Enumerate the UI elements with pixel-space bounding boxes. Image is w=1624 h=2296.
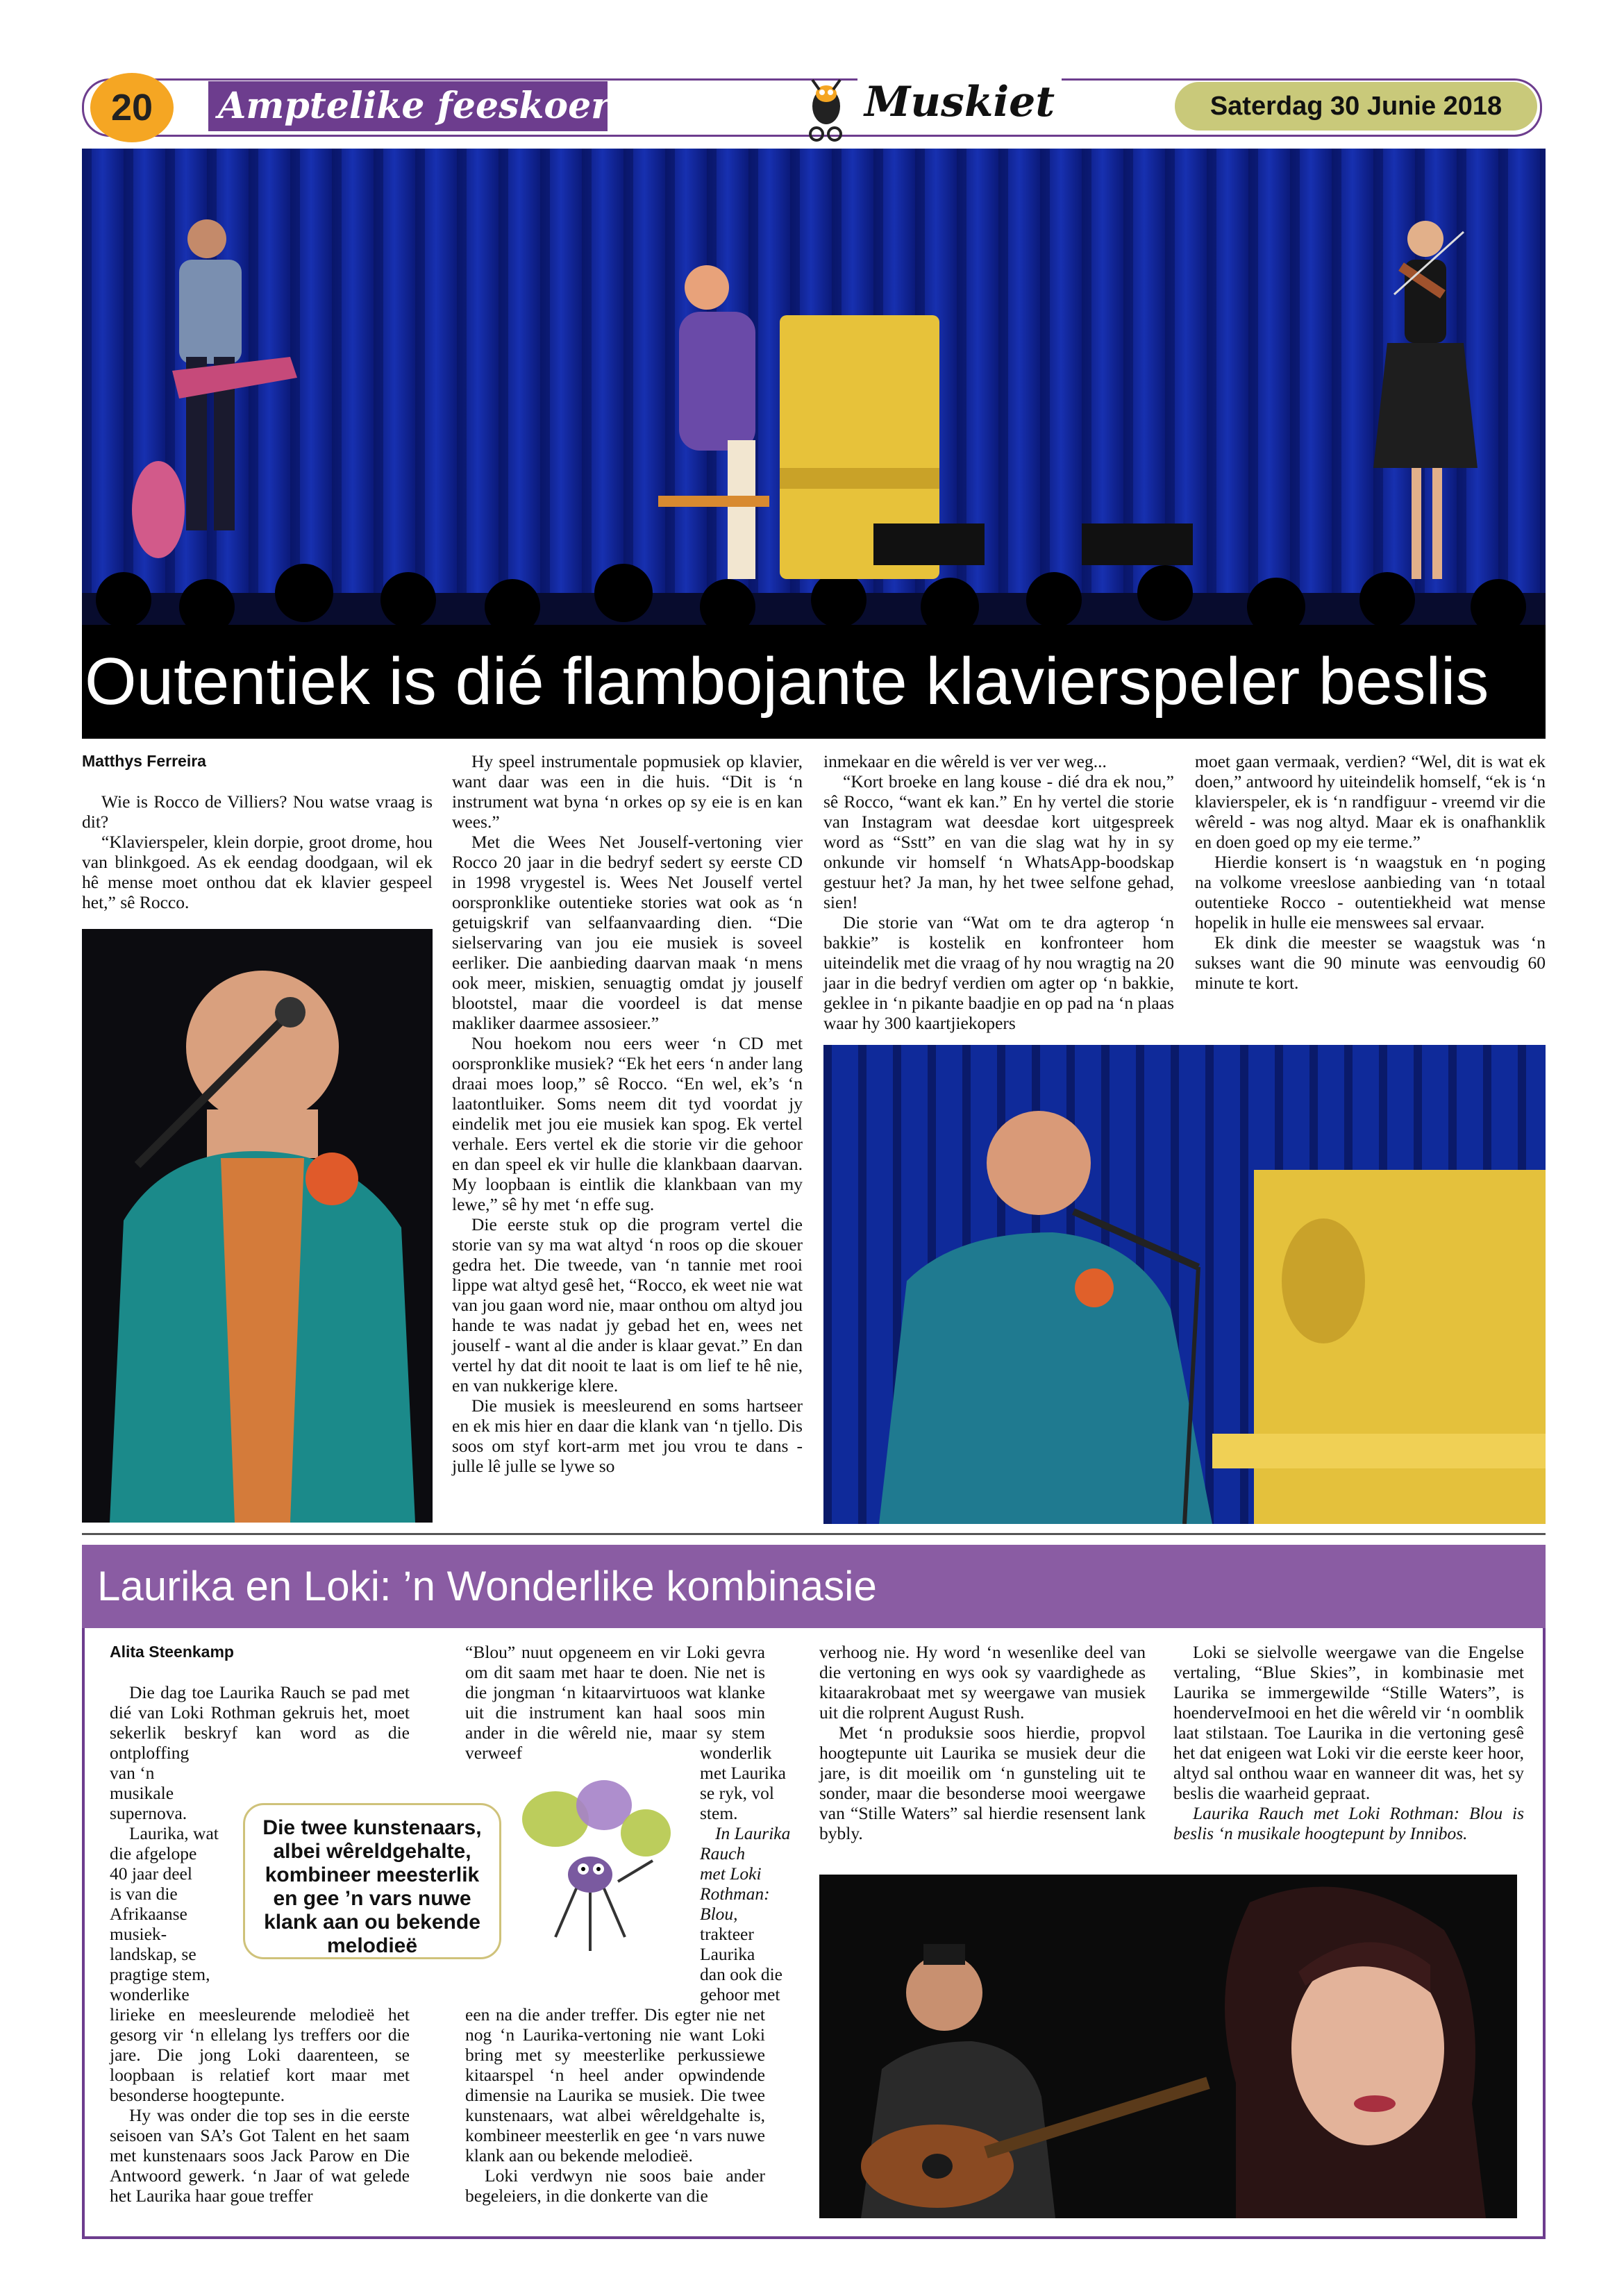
paragraph: inmekaar en die wêreld is ver ver weg... (823, 751, 1107, 771)
second-column-1-bottom (110, 2004, 410, 2206)
issue-date: Saterdag 30 Junie 2018 (1175, 82, 1537, 131)
text-line: Afrikaanse (110, 1904, 187, 1924)
lead-column-4 (1195, 751, 1546, 993)
second-column-2-wrap (700, 1743, 804, 2004)
lead-column-2 (452, 751, 803, 1476)
text-line: Laurika (700, 1944, 755, 1964)
second-column-2-bottom (465, 2004, 765, 2206)
text-line: 40 jaar deel (110, 1863, 192, 1884)
text-line: pragtige stem, (110, 1964, 210, 1984)
text-line: Blou, (700, 1904, 738, 1924)
paragraph: Laurika Rauch met Loki Rothman: Blou is beslis ‘n musikale hoogtepunt by Innibos. (1173, 1803, 1524, 1843)
second-column-4 (1173, 1642, 1524, 1843)
paragraph: Loki se sielvolle weergawe van die Engelse vertaling, “Blue Skies”, in kombinasie met Laurika se immergewilde “Stille Waters”, is hoenderveImooi en het die wêreld vir ‘n oomblik laat stilstaan. Toe Laurika in die vertoning gesê het dat enigeen wat Loki vir die eerste keer hoor, altyd sal onthou waar en wanneer dit was, het sy beslis die waarheid gepraat. (1173, 1642, 1524, 1803)
text-line: van ‘n (110, 1763, 155, 1783)
lead-headline: Outentiek is dié flambojante klavierspeler beslis (82, 625, 1546, 739)
text-line: Laurika, wat (129, 1823, 219, 1843)
page-number: 20 (90, 73, 174, 142)
text-line: landskap, se (110, 1944, 196, 1964)
text-line: Rothman: (700, 1884, 770, 1904)
paragraph: “Blou” nuut opgeneem en vir Loki gevra om dit saam met haar te doen. Nie net is die jongman ‘n kitaarvirtuoos wat klanke uit die instrument kan haal soos min ander in die wêreld nie, maar sy stem verweef (465, 1642, 765, 1763)
paragraph: Hy speel instrumentale popmusiek op klavier, want daar was een in die huis. “Dit is ‘n instrument wat byna ‘n orkes op sy eie is en kan wees.” (452, 751, 803, 832)
rocco-at-piano-photo (823, 1045, 1546, 1524)
section-title: Amptelike feeskoerant (208, 81, 608, 131)
paragraph: Nou hoekom nou eers weer ‘n CD met oorspronklike musiek? “Ek het eers ‘n ander lang draai moes loop,” sê Rocco. “En wel, ek’s ‘n laatontluiker. Soms neem dit tyd voordat jy eindelik met jou eie musiek kan spog. Ek vertel verhale. Eers vertel ek die storie vir die gehoor en dan speel ek vir hulle die klankbaan daarvan. My loopbaan is eintlik die klankbaan van my lewe,” sê hy met ‘n effe sug. (452, 1033, 803, 1214)
text-line: Rauch (700, 1843, 746, 1863)
paragraph: lirieke en meesleurende melodieë het gesorg vir ‘n ellelang lys treffers oor die jare. Die jong Loki daarenteen, se loopbaan is relatief kort maar met besonderse hoogtepunte. (110, 2004, 410, 2105)
mosquito-cartoon-icon (514, 1777, 673, 1958)
text-line: stem. (700, 1803, 738, 1823)
paragraph: een na die ander treffer. Dis egter nie net nog ‘n Laurika-vertoning nie want Loki bring met sy meesterlike perkussiewe kitaarspel ‘n heel ander opwindende dimensie na Laurika se musiek. Die twee kunstenaars, wat albei wêreldgehalte is, kombineer meesterlik en gee ‘n vars nuwe klank aan ou bekende melodieë. (465, 2004, 765, 2165)
mosquito-mascot-icon (798, 66, 854, 146)
text-line: wonderlik (700, 1743, 772, 1763)
lead-column-3 (823, 751, 1174, 1033)
text-line: musikale (110, 1783, 174, 1803)
text-line: musiek- (110, 1924, 167, 1944)
paragraph: “Kort broeke en lang kouse - dié dra ek nou,” sê Rocco, “want ek kan.” En hy vertel die storie van Instagram wat deesdae kort uitgespreek word as “Sstt” en van die slag wat hy in sy onkunde vir homself ‘n WhatsApp-boodskap gestuur het? Ja man, hy het twee selfone gehad, sien! (823, 771, 1174, 912)
paragraph: Hy was onder die top ses in die eerste seisoen van SA’s Got Talent en het saam met kunstenaars soos Jack Parow en Die Antwoord gewerk. ‘n Jaar of wat gelede het Laurika haar goue treffer (110, 2105, 410, 2206)
paragraph: Loki verdwyn nie soos baie ander begeleiers, in die donkerte van die (465, 2165, 765, 2206)
text-line: trakteer (700, 1924, 754, 1944)
brand-logo: Muskiet (857, 78, 1062, 126)
paragraph: Wie is Rocco de Villiers? Nou watse vraag is dit? (82, 791, 433, 832)
pull-quote: Die twee kunstenaars, albei wêreldgehalte, kombineer meesterlik en gee ’n vars nuwe klank aan ou bekende melodieë (243, 1803, 501, 1959)
second-headline: Laurika en Loki: ’n Wonderlike kombinasie (82, 1545, 1546, 1628)
paragraph: Die dag toe Laurika Rauch se pad met dié van Loki Rothman gekruis het, moet sekerlik beskryf kan word as die ontploffing (110, 1682, 410, 1763)
text-line: gehoor met (700, 1984, 780, 2004)
paragraph: Hierdie konsert is ‘n waagstuk en ‘n poging na volkome vreeslose aanbieding van ‘n totaal outentieke Rocco - outentiekheid wat mense hopelik in hulle eie menswees sal ervaar. (1195, 852, 1546, 932)
text-line: dan ook die (700, 1964, 782, 1984)
text-line: die afgelope (110, 1843, 197, 1863)
second-column-1-wrap (110, 1763, 235, 2004)
paragraph: Ek dink die meester se waagstuk was ‘n sukses want die 90 minute was eenvoudig 60 minute te kort. (1195, 932, 1546, 993)
paragraph: verhoog nie. Hy word ‘n wesenlike deel van die vertoning en wys ook sy vaardighede as kitaarakrobaat met sy weergawe van musiek uit die rolprent August Rush. (819, 1642, 1146, 1723)
paragraph: “Klavierspeler, klein dorpie, groot drome, hou van blinkgoed. As ek eendag doodgaan, wil ek hê mense moet onthou dat ek klavier gespeel het,” sê Rocco. (82, 832, 433, 912)
text-line: supernova. (110, 1803, 187, 1823)
second-column-3 (819, 1642, 1146, 1843)
laurika-and-loki-photo (819, 1875, 1517, 2218)
paragraph: Met ‘n produksie soos hierdie, propvol hoogtepunte uit Laurika se musiek deur die jare, is dit moeilik om ‘n gunsteling uit te sonder, maar die besonderse mooi weergawe van “Stille Waters” sal hierdie resensent lank bybly. (819, 1723, 1146, 1843)
paragraph: Die musiek is meesleurend en soms hartseer en ek mis hier en daar die klank van ‘n tjello. Dis soos om styf kort-arm met jou vrou te dans - julle lê julle se lywe so (452, 1396, 803, 1476)
paragraph: Met die Wees Net Jouself-vertoning vier Rocco 20 jaar in die bedryf sedert sy eerste CD in 1998 vrygestel is. Wees Net Jouself vertel oorspronklike outentieke stories wat ook as ‘n getuigskrif van selfaanvaarding dien. “Die sielservaring van jou eie musiek is soveel eerliker. Die aanbieding daarvan maak ‘n mens ook meer, miskien, senuagtig omdat jy jouself blootstel, maar die voordeel is dat mense makliker daarmee assosieer.” (452, 832, 803, 1033)
byline: Alita Steenkamp (110, 1643, 234, 1661)
byline: Matthys Ferreira (82, 752, 206, 770)
paragraph: Die storie van “Wat om te dra agterop ‘n bakkie” is kostelik en konfronteer hom uiteindelik met die vraag of hy nou wragtig na 20 jaar in die bedryf verdien om agter op ‘n bakkie, geklee in ‘n pikante baadjie en op pad na ‘n plaas waar hy 300 kaartjiekopers (823, 912, 1174, 1033)
paragraph: moet gaan vermaak, verdien? “Wel, dit is wat ek doen,” antwoord hy uiteindelik homself, “ek is ‘n klavierspeler, ek is ‘n randfiguur - vreemd vir die wêreld - was nog altyd. Maar ek is onafhanklik en doen goed op my eie terme.” (1195, 751, 1546, 852)
rocco-singing-photo (82, 929, 433, 1523)
article-divider (82, 1533, 1546, 1535)
text-line: met Loki (700, 1863, 762, 1884)
lead-column-1 (82, 751, 433, 912)
second-column-1 (110, 1642, 410, 1763)
text-line: is van die (110, 1884, 178, 1904)
text-line: met Laurika (700, 1763, 786, 1783)
text-line: wonderlike (110, 1984, 190, 2004)
text-line: se ryk, vol (700, 1783, 774, 1803)
text-line: In Laurika (715, 1823, 791, 1843)
paragraph: Die eerste stuk op die program vertel die storie van sy ma wat altyd ‘n roos op die skouer gedra het. Die tweede, van ‘n tannie met rooi lippe wat altyd gesê het, “Rocco, ek weet nie wat van jou gaan word nie, maar onthou om altyd jou hande te was nadat jy gebad het en, wees net jouself - want al die ander is klaar gevat.” En dan vertel hy dat dit nooit te laat is om lief te hê nie, en van nukkerige klere. (452, 1214, 803, 1396)
